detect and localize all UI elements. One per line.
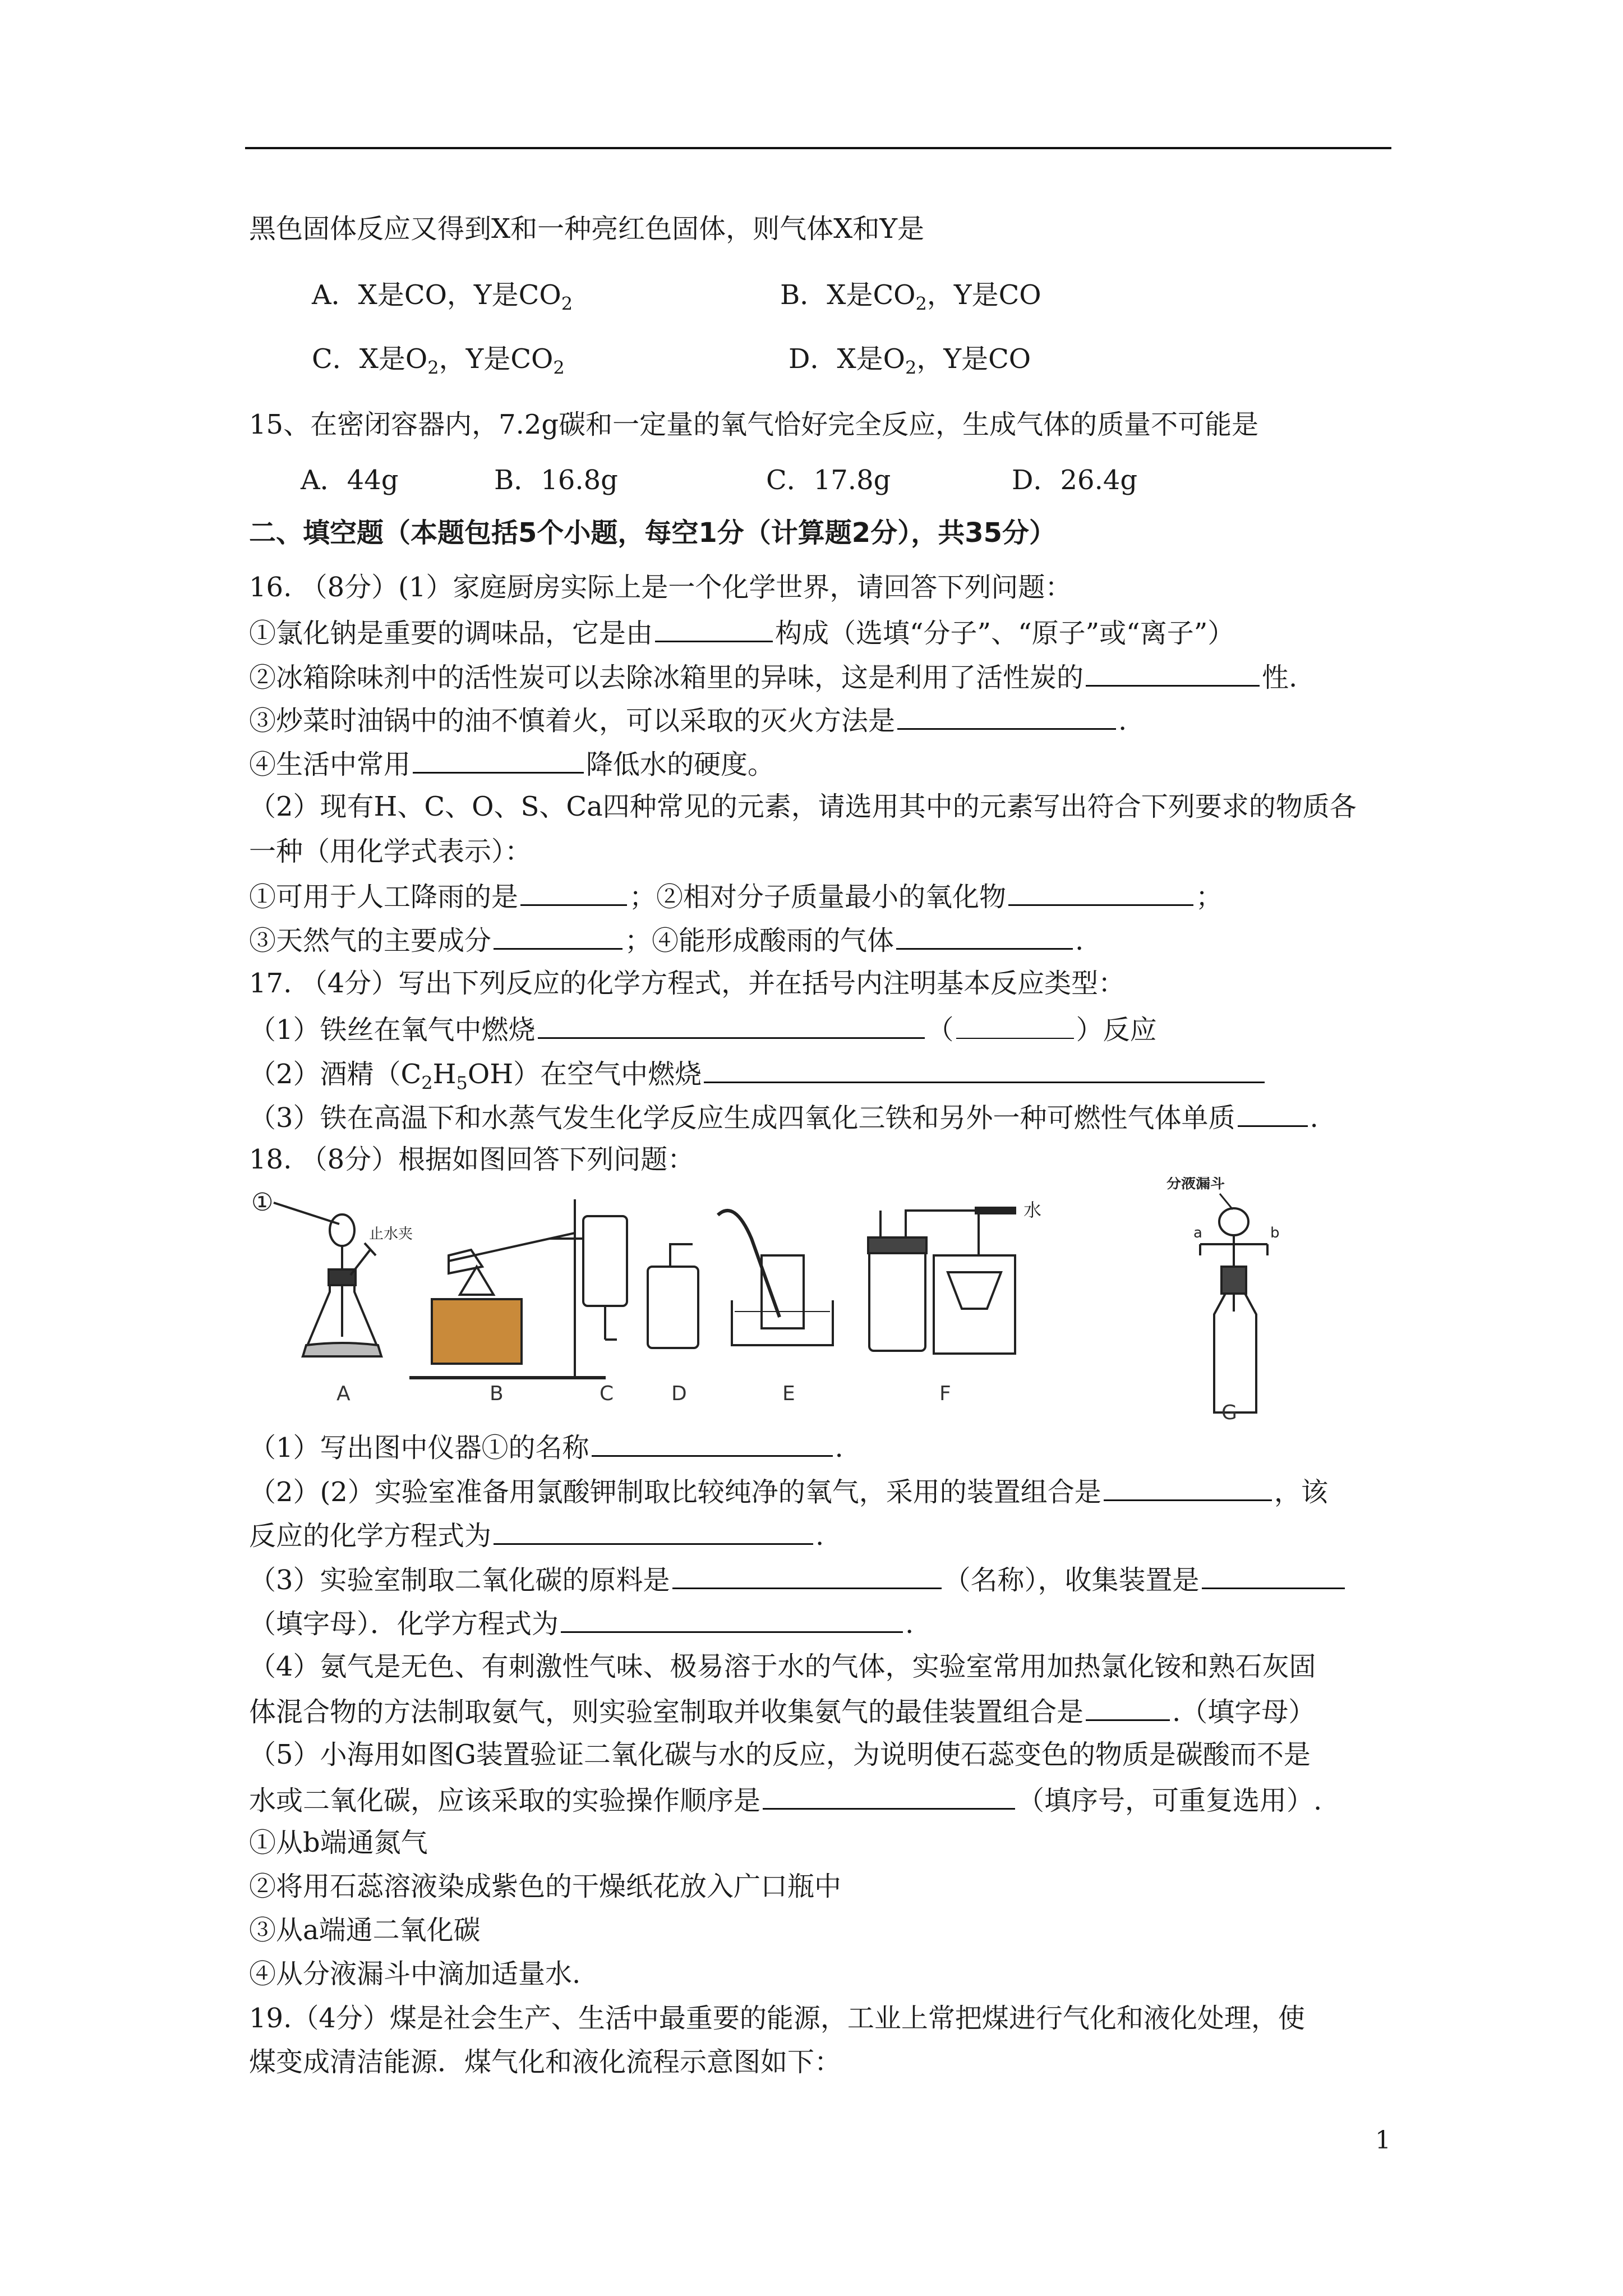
port-b-label: b <box>1270 1225 1280 1241</box>
q18-s4: （4）氨气是无色、有刺激性气味、极易溶于水的气体，实验室常用加热氯化铵和熟石灰固 <box>249 1651 1316 1682</box>
q16-blank-2 <box>1086 659 1260 687</box>
q16-line6: （2）现有H、C、O、S、Ca四种常见的元素，请选用其中的元素写出符合下列要求的物质各 <box>249 791 1357 822</box>
q17-line4: （3）铁在高温下和水蒸气发生化学反应生成四氧化三铁和另外一种可燃性气体单质 . <box>249 1099 1318 1135</box>
q17-line3: （2）酒精$(C_2H_5OH)$在空气中燃烧 <box>249 1056 1267 1100</box>
q16-blank-3 <box>897 702 1116 730</box>
q16-line1: 16. （8分）(1）家庭厨房实际上是一个化学世界，请回答下列问题： <box>249 572 1072 603</box>
q18-s2: （2）(2）实验室准备用氯酸钾制取比较纯净的氧气，采用的装置组合是 ，该 <box>249 1474 1328 1509</box>
q16-blank-4 <box>413 746 584 774</box>
q17-blank-1 <box>538 1011 925 1039</box>
q16-blank-6 <box>1008 878 1193 906</box>
section-2-heading: 二、填空题（本题包括5个小题，每空1分（计算题2分），共35分） <box>249 517 1056 549</box>
q16-line4: ③炒菜时油锅中的油不慎着火，可以采取的灭火方法是 . <box>249 702 1127 738</box>
apparatus-b <box>409 1199 606 1378</box>
q16-line9: ③天然气的主要成分 ；④能形成酸雨的气体 . <box>249 922 1083 958</box>
q16-line2: ①氯化钠是重要的调味品，它是由 构成（选填“分子”、“原子”或“离子”） <box>249 615 1234 650</box>
label-e: E <box>782 1382 795 1405</box>
label-g: G <box>1221 1401 1237 1424</box>
q18-blank-7 <box>1086 1694 1170 1721</box>
q14-option-a: A．X是CO，Y是$CO_2$ <box>312 279 573 315</box>
q18-blank-1 <box>592 1429 833 1457</box>
figure-marker: ① <box>251 1188 274 1217</box>
q16-line3: ②冰箱除味剂中的活性炭可以去除冰箱里的异味，这是利用了活性炭的 性. <box>249 659 1297 694</box>
q14-option-b: B．X是$CO_2$，Y是CO <box>780 279 1041 315</box>
q16-blank-8 <box>896 922 1073 950</box>
funnel-label: 分液漏斗 <box>1166 1177 1225 1192</box>
apparatus-a <box>303 1214 413 1356</box>
q15-option-d: D．26.4g <box>1012 464 1138 496</box>
q18-s4-cont: 体混合物的方法制取氨气，则实验室制取并收集氨气的最佳装置组合是 .（填字母） <box>249 1694 1315 1729</box>
q18-blank-3 <box>494 1517 813 1545</box>
q15-option-c: C．17.8g <box>766 464 891 496</box>
q18-s5: （5）小海用如图G装置验证二氧化碳与水的反应，为说明使石蕊变色的物质是碳酸而不是 <box>249 1739 1311 1770</box>
label-b: B <box>490 1382 504 1405</box>
apparatus-g <box>1166 1177 1280 1412</box>
header-rule <box>245 147 1391 149</box>
q18-line1: 18. （8分）根据如图回答下列问题： <box>249 1144 695 1175</box>
q18-s3: （3）实验室制取二氧化碳的原料是 （名称），收集装置是 <box>249 1562 1347 1597</box>
q18-blank-4 <box>672 1562 942 1589</box>
q16-blank-7 <box>494 922 623 950</box>
page-number: 1 <box>1375 2126 1391 2155</box>
q18-s5-cont: 水或二氧化碳，应该采取的实验操作顺序是 （填序号，可重复选用）. <box>249 1782 1322 1818</box>
apparatus-e <box>718 1211 833 1345</box>
q17-blank-2 <box>956 1012 1074 1039</box>
label-c: C <box>600 1382 614 1405</box>
q15-option-b: B．16.8g <box>494 464 618 496</box>
q14-stem: 黑色固体反应又得到X和一种亮红色固体，则气体X和Y是 <box>249 213 925 245</box>
label-f: F <box>939 1382 951 1405</box>
q18-option-3: ③从a端通二氧化碳 <box>249 1915 481 1946</box>
q18-option-2: ②将用石蕊溶液染成紫色的干燥纸花放入广口瓶中 <box>249 1871 842 1902</box>
q18-option-4: ④从分液漏斗中滴加适量水. <box>249 1958 581 1990</box>
q15-option-a: A．44g <box>301 464 399 496</box>
q14-option-d: D．X是$O_2$，Y是CO <box>789 343 1031 379</box>
q15-stem: 15、在密闭容器内，7.2g碳和一定量的氧气恰好完全反应，生成气体的质量不可能是 <box>249 409 1259 440</box>
q18-s3-cont: （填字母）．化学方程式为 . <box>249 1605 914 1641</box>
q18-option-1: ①从b端通氮气 <box>249 1827 428 1858</box>
water-label: 水 <box>1023 1199 1042 1221</box>
apparatus-d <box>648 1244 698 1348</box>
apparatus-f <box>868 1199 1041 1354</box>
q17-line1: 17. （4分）写出下列反应的化学方程式，并在括号内注明基本反应类型： <box>249 968 1126 999</box>
q19-line1: 19.（4分）煤是社会生产、生活中最重要的能源，工业上常把煤进行气化和液化处理，使 <box>249 2003 1305 2034</box>
q16-blank-1 <box>655 615 773 642</box>
q17-blank-3 <box>704 1056 1265 1083</box>
q19-line2: 煤变成清洁能源．煤气化和液化流程示意图如下： <box>249 2046 842 2078</box>
q16-line5: ④生活中常用 降低水的硬度。 <box>249 746 774 781</box>
q16-blank-5 <box>520 878 627 906</box>
q18-blank-5 <box>1202 1562 1345 1589</box>
q16-line7: 一种（用化学式表示）： <box>249 836 532 867</box>
q17-line2: （1）铁丝在氧气中燃烧 （ ）反应 <box>249 1011 1157 1047</box>
port-a-label: a <box>1193 1225 1202 1241</box>
label-d: D <box>671 1382 687 1405</box>
apparatus-c <box>583 1216 627 1340</box>
q18-s1: （1）写出图中仪器①的名称 . <box>249 1429 843 1465</box>
q18-s2-cont: 反应的化学方程式为 . <box>249 1517 824 1553</box>
q14-option-c: C．X是$O_2$，Y是$CO_2$ <box>312 343 565 379</box>
q18-blank-2 <box>1104 1474 1272 1501</box>
clip-label: 止水夹 <box>369 1226 413 1243</box>
q17-blank-4 <box>1238 1099 1308 1127</box>
marker-leader <box>274 1203 339 1224</box>
label-a: A <box>336 1382 351 1405</box>
q16-line8: ①可用于人工降雨的是 ；②相对分子质量最小的氧化物 ； <box>249 878 1223 914</box>
q18-blank-8 <box>763 1782 1015 1810</box>
q18-blank-6 <box>561 1605 903 1633</box>
apparatus-figure <box>247 1177 1391 1424</box>
